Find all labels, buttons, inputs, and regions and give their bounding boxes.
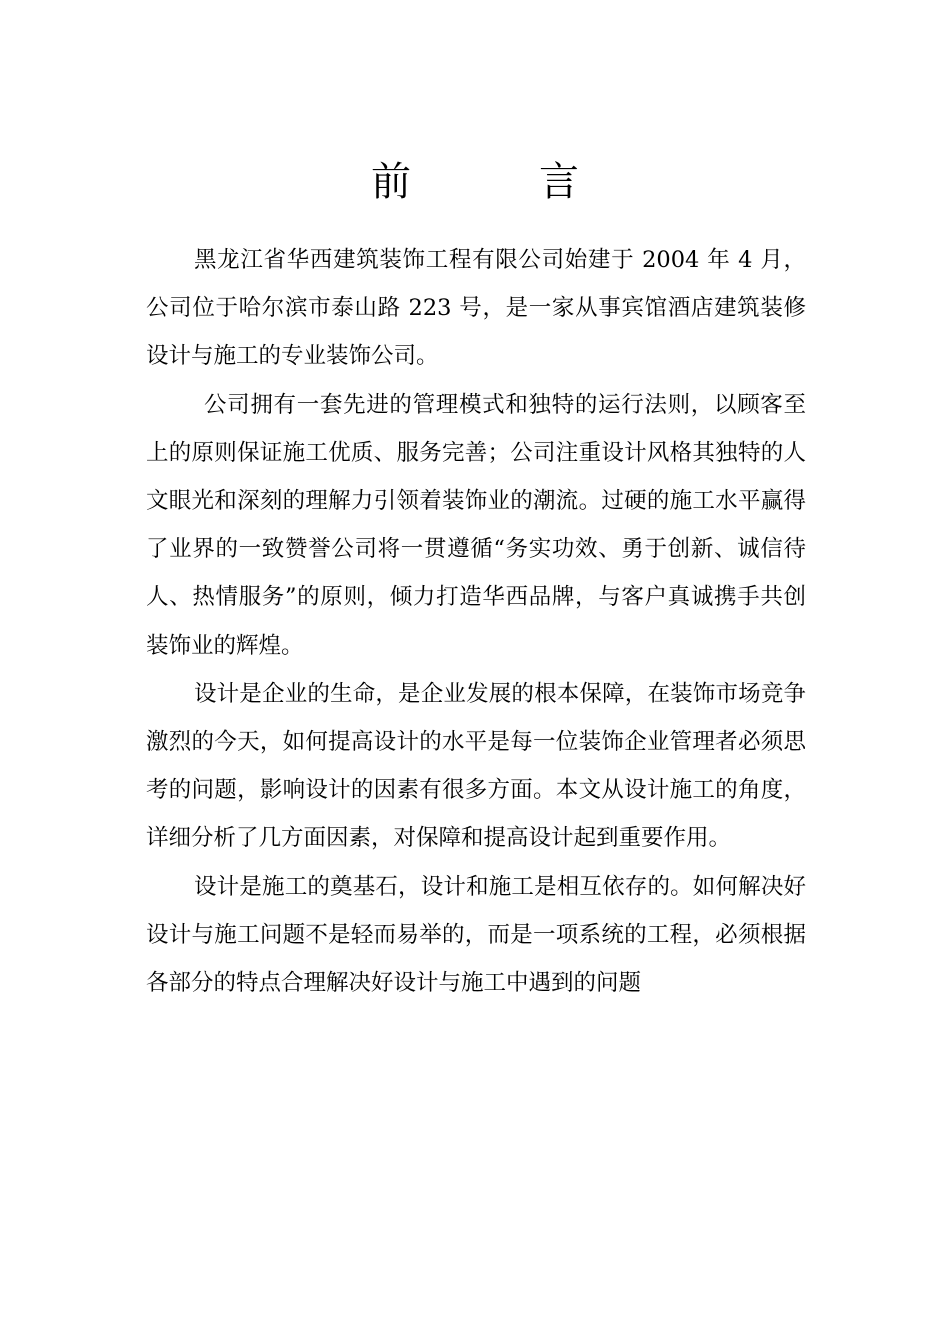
page-title: 前 言: [371, 159, 623, 205]
paragraph-management: 公司拥有一套先进的管理模式和独特的运行法则，以顾客至上的原则保证施工优质、服务完善；公司注重设计风格其独特的人文眼光和深刻的理解力引领着装饰业的潮流。过硬的施工水平赢得了业界的一致赞誉公司将一贯遵循“务实功效、勇于创新、诚信待人、热情服务”的原则，倾力打造华西品牌，与客户真诚携手共创装饰业的辉煌。: [146, 391, 806, 659]
paragraph-intro: 黑龙江省华西建筑装饰工程有限公司始建于 2004 年 4 月，公司位于哈尔滨市泰山路 223 号，是一家从事宾馆酒店建筑装修设计与施工的专业装饰公司。: [146, 247, 806, 370]
body-text: [146, 236, 806, 1007]
paragraph-construction: 设计是施工的奠基石，设计和施工是相互依存的。如何解决好设计与施工问题不是轻而易举的，而是一项系统的工程，必须根据各部分的特点合理解决好设计与施工中遇到的问题: [146, 873, 806, 997]
paragraph-design: 设计是企业的生命，是企业发展的根本保障，在装饰市场竞争激烈的今天，如何提高设计的水平是每一位装饰企业管理者必须思考的问题，影响设计的因素有很多方面。本文从设计施工的角度，详细分析了几方面因素，对保障和提高设计起到重要作用。: [146, 680, 806, 852]
